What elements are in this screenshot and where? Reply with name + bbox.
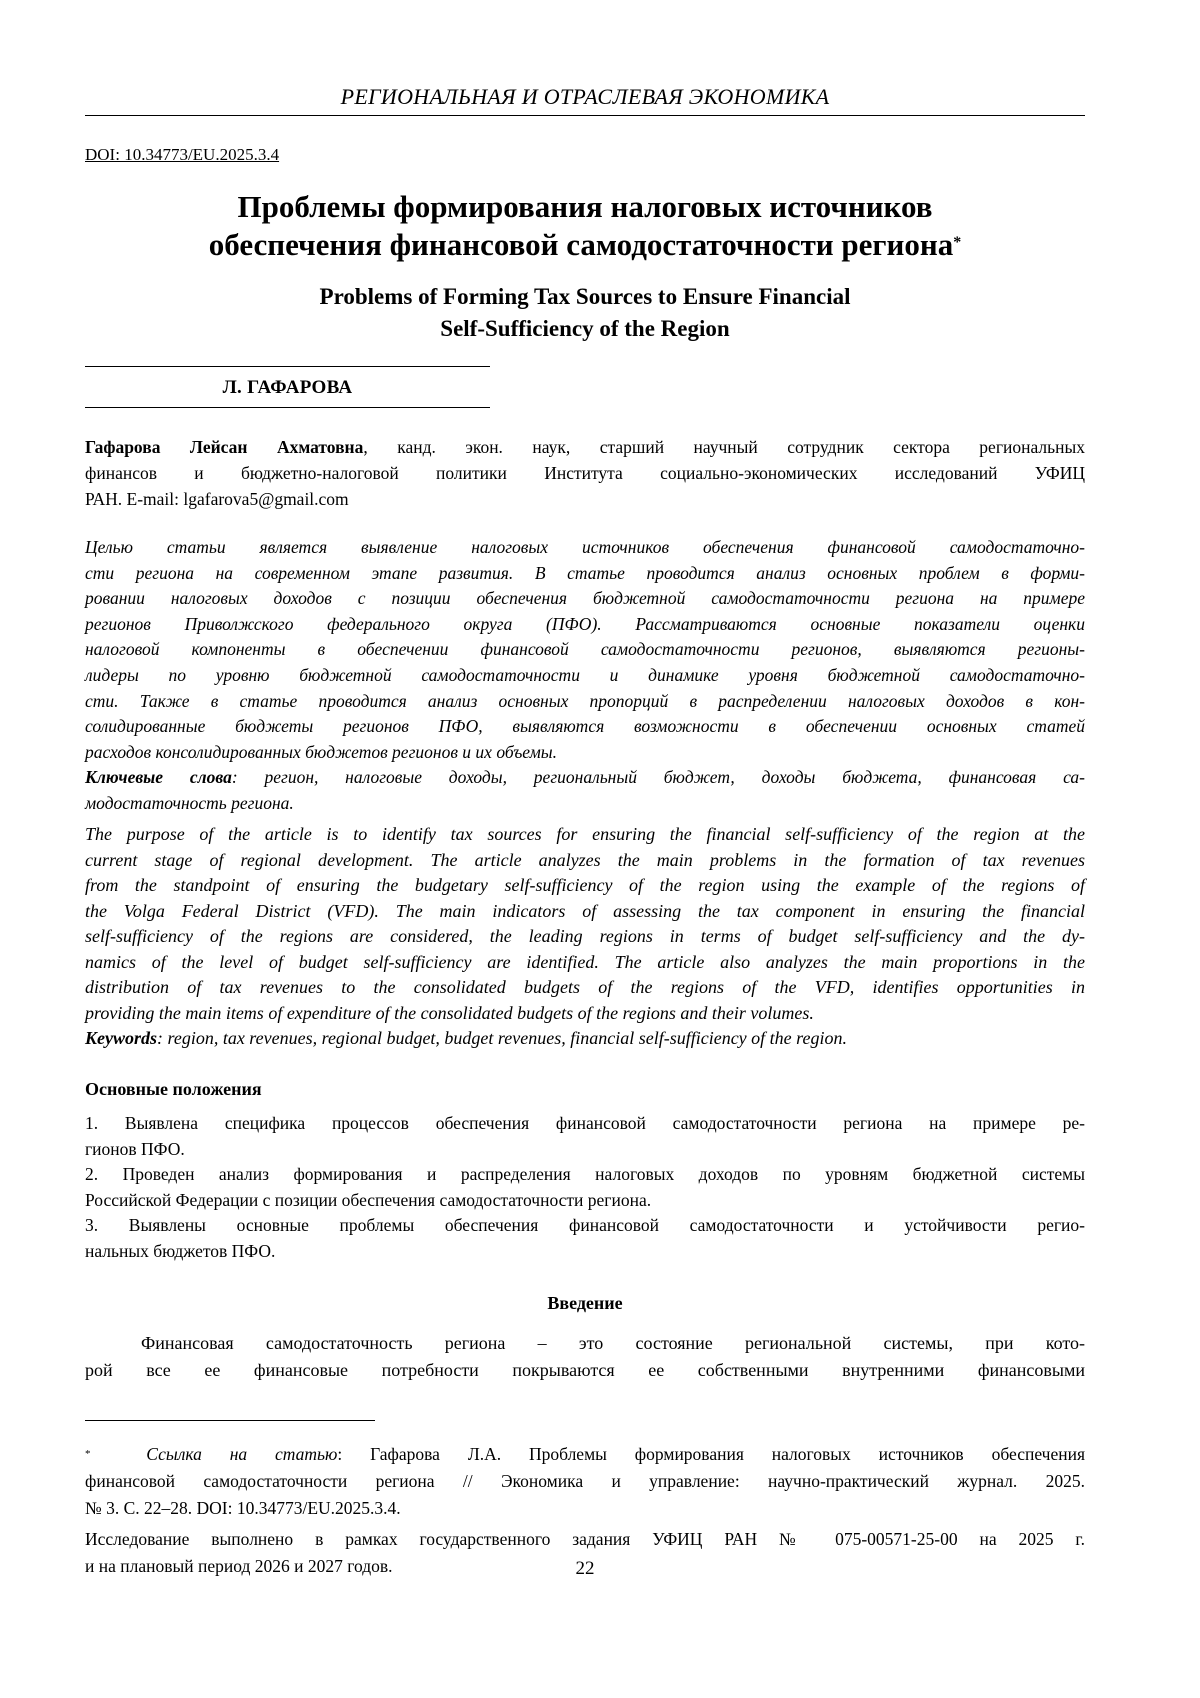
journal-section-header: РЕГИОНАЛЬНАЯ И ОТРАСЛЕВАЯ ЭКОНОМИКА <box>85 84 1085 110</box>
keywords-ru-line-2: модостаточность региона. <box>85 791 1085 817</box>
abstract-ru-line: сти региона на современном этапе развития. В статье проводится анализ основных проблем в форми- <box>85 561 1085 587</box>
keywords-ru-line-1 <box>85 765 1085 791</box>
title-ru-line-2 <box>85 226 1085 264</box>
provision-line: Российской Федерации с позиции обеспечения самодостаточности региона. <box>85 1188 1085 1214</box>
abstract-en-line: the Volga Federal District (VFD). The main indicators of assessing the tax component in ensuring the financial <box>85 899 1085 925</box>
abstract-en-line: providing the main items of expenditure of the consolidated budgets of the regions and their volumes. <box>85 1001 1085 1027</box>
abstract-en-line: namics of the level of budget self-sufficiency are identified. The article also analyzes the main proportions in the <box>85 950 1085 976</box>
introduction-line-1: Финансовая самодостаточность региона – это состояние региональной системы, при кото- <box>85 1330 1085 1357</box>
provision-line: 2. Проведен анализ формирования и распределения налоговых доходов по уровням бюджетной системы <box>85 1162 1085 1188</box>
author-info <box>85 434 1085 512</box>
keywords-en-label: Keywords <box>85 1028 157 1048</box>
article-title-en <box>85 281 1085 345</box>
abstract-ru-line: лидеры по уровню бюджетной самодостаточности и динамике уровня бюджетной самодостаточно- <box>85 663 1085 689</box>
author-info-line-1-rest: , канд. экон. наук, старший научный сотрудник сектора региональных <box>363 437 1085 457</box>
article-title-ru <box>85 188 1085 264</box>
footnote-line-2: финансовой самодостаточности региона // Экономика и управление: научно-практический журнал. 2025. <box>85 1468 1085 1495</box>
author-rule-top <box>85 366 490 367</box>
header-rule <box>85 115 1085 116</box>
footnote-rule <box>85 1420 375 1421</box>
page-number: 22 <box>85 1558 1085 1580</box>
provision-line: 1. Выявлена специфика процессов обеспечения финансовой самодостаточности региона на примере ре- <box>85 1111 1085 1137</box>
abstract-ru-line: солидированные бюджеты регионов ПФО, выявляются возможности в обеспечении основных статей <box>85 714 1085 740</box>
provision-line: нальных бюджетов ПФО. <box>85 1239 1085 1265</box>
citation-footnote <box>85 1441 1085 1522</box>
abstract-ru <box>85 535 1085 817</box>
author-info-line-2: финансов и бюджетно-налоговой политики Института социально-экономических исследований УФИЦ <box>85 460 1085 486</box>
abstract-ru-line: расходов консолидированных бюджетов регионов и их объемы. <box>85 740 1085 766</box>
footnote-line-1 <box>85 1441 1085 1468</box>
author-full-name: Гафарова Лейсан Ахматовна <box>85 437 363 457</box>
provision-line: гионов ПФО. <box>85 1137 1085 1163</box>
abstract-en-line: current stage of regional development. The article analyzes the main problems in the formation of tax revenues <box>85 848 1085 874</box>
doi-link[interactable]: DOI: 10.34773/EU.2025.3.4 <box>85 145 279 165</box>
title-ru-line-2-text: обеспечения финансовой самодостаточности региона <box>209 227 953 262</box>
title-en-line-1: Problems of Forming Tax Sources to Ensure Financial <box>85 281 1085 313</box>
title-footnote-marker[interactable]: * <box>953 234 961 251</box>
abstract-en-line: self-sufficiency of the regions are considered, the leading regions in terms of budget self-sufficiency and the dy- <box>85 924 1085 950</box>
funding-line-2: и на плановый период 2026 и 2027 годов. <box>85 1553 1085 1580</box>
author-short-name: Л. ГАФАРОВА <box>85 377 490 399</box>
abstract-en-line: distribution of tax revenues to the consolidated budgets of the regions of the VFD, identifies opportunities in <box>85 975 1085 1001</box>
article-page <box>0 0 1200 1698</box>
introduction-text <box>85 1330 1085 1384</box>
abstract-en-line: The purpose of the article is to identify tax sources for ensuring the financial self-sufficiency of the region at the <box>85 822 1085 848</box>
keywords-ru-text: : регион, налоговые доходы, региональный бюджет, доходы бюджета, финансовая са- <box>232 767 1085 787</box>
footnote-marker: * <box>85 1448 91 1460</box>
provisions-list <box>85 1111 1085 1264</box>
keywords-ru-label: Ключевые слова <box>85 767 232 787</box>
footnote-cite-label: Ссылка на статью <box>146 1444 337 1464</box>
author-rule-bottom <box>85 407 490 408</box>
funding-line-1: Исследование выполнено в рамках государственного задания УФИЦ РАН № 075-00571-25-00 на 2025 г. <box>85 1526 1085 1553</box>
abstract-ru-line: Целью статьи является выявление налоговых источников обеспечения финансовой самодостаточно- <box>85 535 1085 561</box>
provisions-heading: Основные положения <box>85 1079 262 1100</box>
abstract-ru-line: налоговой компоненты в обеспечении финансовой самодостаточности регионов, выявляются регионы- <box>85 637 1085 663</box>
abstract-ru-line: сти. Также в статье проводится анализ основных пропорций в распределении налоговых доходов в кон- <box>85 689 1085 715</box>
title-ru-line-1: Проблемы формирования налоговых источников <box>85 188 1085 226</box>
footnote-line-3: № 3. С. 22–28. DOI: 10.34773/EU.2025.3.4. <box>85 1495 1085 1522</box>
abstract-en <box>85 822 1085 1052</box>
provision-line: 3. Выявлены основные проблемы обеспечения финансовой самодостаточности и устойчивости регио- <box>85 1213 1085 1239</box>
keywords-en-text: : region, tax revenues, regional budget, budget revenues, financial self-sufficiency of the region. <box>157 1028 847 1048</box>
keywords-en-line <box>85 1026 1085 1052</box>
footnote-line-1-rest: : Гафарова Л.А. Проблемы формирования налоговых источников обеспечения <box>337 1444 1085 1464</box>
abstract-en-line: from the standpoint of ensuring the budgetary self-sufficiency of the region using the example of the regions of <box>85 873 1085 899</box>
abstract-ru-line: ровании налоговых доходов с позиции обеспечения бюджетной самодостаточности региона на примере <box>85 586 1085 612</box>
introduction-line-2: рой все ее финансовые потребности покрываются ее собственными внутренними финансовыми <box>85 1357 1085 1384</box>
title-en-line-2: Self-Sufficiency of the Region <box>85 313 1085 345</box>
introduction-heading: Введение <box>85 1293 1085 1314</box>
author-info-line-1 <box>85 434 1085 460</box>
abstract-ru-line: регионов Приволжского федерального округа (ПФО). Рассматриваются основные показатели оценки <box>85 612 1085 638</box>
author-info-line-3: РАН. E-mail: lgafarova5@gmail.com <box>85 486 1085 512</box>
